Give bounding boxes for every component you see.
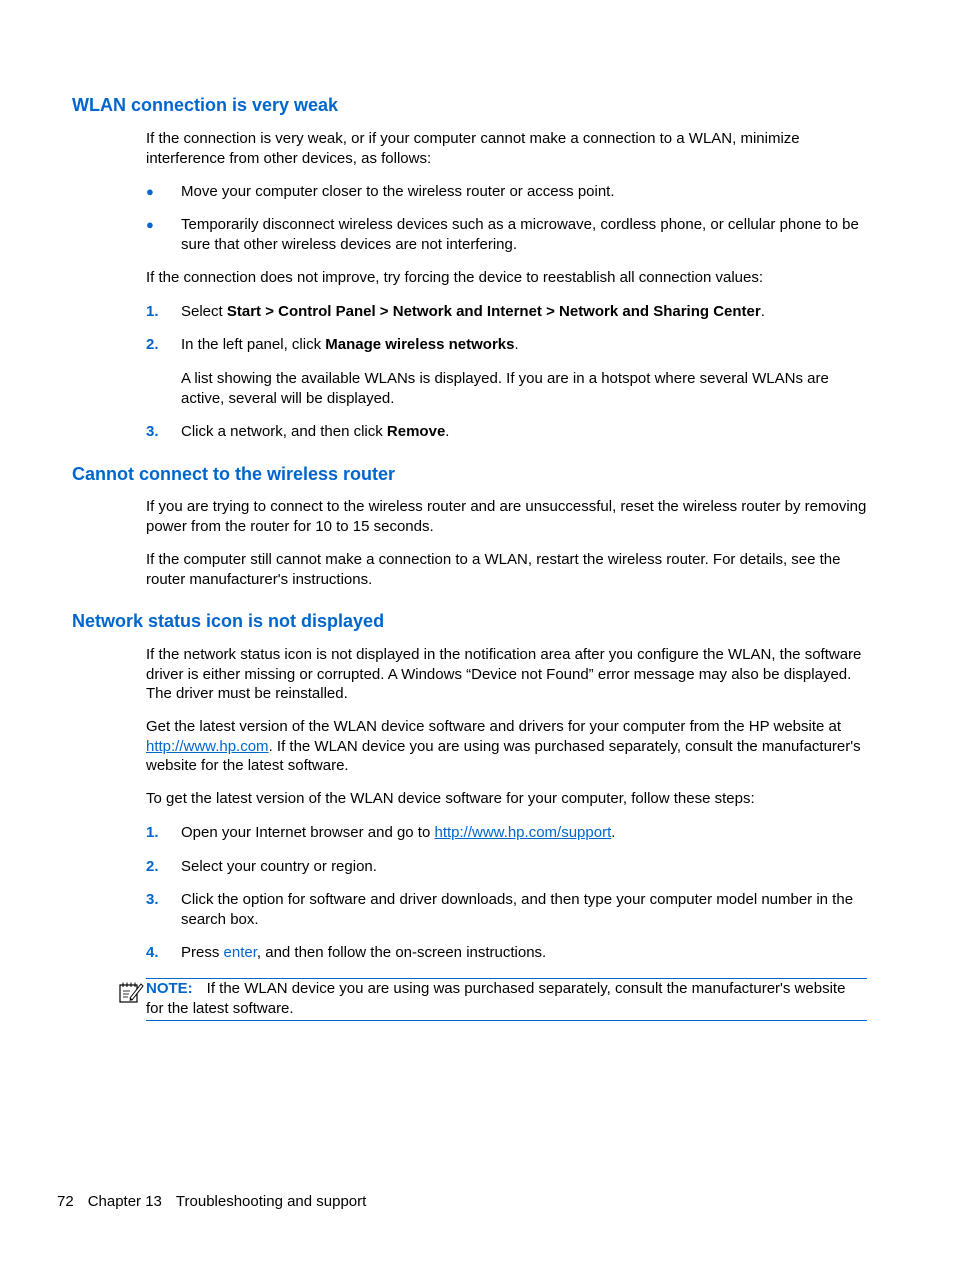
paragraph: If the computer still cannot make a connection to a WLAN, restart the wireless router. For details, see the router manufacturer's instructions. xyxy=(146,551,841,588)
paragraph: To get the latest version of the WLAN device software for your computer, follow these steps: xyxy=(146,790,755,807)
step-text xyxy=(181,422,867,442)
step-number: 3. xyxy=(146,891,159,908)
step-number: 1. xyxy=(146,824,159,841)
step-number: 1. xyxy=(146,303,159,320)
step-number: 4. xyxy=(146,944,159,961)
page-footer xyxy=(57,1192,380,1211)
paragraph-text-pre: Get the latest version of the WLAN device software and drivers for your computer from the HP website at xyxy=(146,718,842,735)
step-text-pre: Select xyxy=(181,303,227,320)
hp-support-link[interactable]: http://www.hp.com/support xyxy=(434,824,612,841)
step-text-bold: Start > Control Panel > Network and Internet > Network and Sharing Center xyxy=(226,303,761,320)
hp-website-link[interactable]: http://www.hp.com xyxy=(146,737,269,755)
step-text-post: . xyxy=(760,303,765,320)
chapter-label: Chapter 13 xyxy=(87,1193,162,1210)
step-text: Select your country or region. xyxy=(181,858,377,875)
note-label: NOTE: xyxy=(146,980,193,997)
paragraph: If the network status icon is not displayed in the notification area after you configure the WLAN, the software driver is either missing or corrupted. A Windows “Device not Found” error message may also be displayed. The driver must be reinstalled. xyxy=(146,646,862,702)
bullet-dot: ● xyxy=(146,217,154,232)
section-heading-network-icon: Network status icon is not displayed xyxy=(72,611,385,631)
section-heading-cannot-connect: Cannot connect to the wireless router xyxy=(72,464,396,484)
step-text xyxy=(181,335,867,355)
step-text-post: . xyxy=(611,824,616,841)
step-number: 2. xyxy=(146,336,159,353)
step-text-post: . xyxy=(514,336,519,353)
bullet-text: Move your computer closer to the wireless router or access point. xyxy=(181,183,615,200)
section-heading-wlan-weak: WLAN connection is very weak xyxy=(72,95,339,115)
step-text xyxy=(181,823,867,843)
enter-key: enter xyxy=(223,944,257,961)
paragraph-text-post: . If the WLAN device you are using was purchased separately, consult the manufacturer's website for the latest software. xyxy=(146,737,861,774)
step-text-bold: Manage wireless networks xyxy=(325,336,515,353)
paragraph: If you are trying to connect to the wireless router and are unsuccessful, reset the wireless router by removing power from the router for 10 to 15 seconds. xyxy=(146,498,867,535)
step-text-pre: Press xyxy=(181,944,224,961)
step-number: 3. xyxy=(146,423,159,440)
paragraph: If the connection does not improve, try forcing the device to reestablish all connection values: xyxy=(146,269,764,286)
page-number: 72 xyxy=(57,1193,74,1210)
bullet-text: Temporarily disconnect wireless devices such as a microwave, cordless phone, or cellular phone to be sure that other wireless devices are not interfering. xyxy=(181,216,859,253)
step-text-pre: Click a network, and then click xyxy=(181,423,387,440)
step-text xyxy=(181,943,867,963)
paragraph: If the connection is very weak, or if your computer cannot make a connection to a WLAN, minimize interference from other devices, as follows: xyxy=(146,130,800,167)
note-box xyxy=(146,978,867,1021)
chapter-title: Troubleshooting and support xyxy=(175,1193,367,1210)
step-detail-text: A list showing the available WLANs is displayed. If you are in a hotspot where several WLANs are active, several will be displayed. xyxy=(181,370,829,407)
paragraph xyxy=(146,717,868,776)
note-pad-icon xyxy=(118,980,144,1004)
step-text-post: , and then follow the on-screen instructions. xyxy=(256,944,547,961)
step-text xyxy=(181,302,867,322)
step-text-pre: In the left panel, click xyxy=(181,336,326,353)
step-text-bold: Remove xyxy=(386,423,446,440)
step-text-pre: Open your Internet browser and go to xyxy=(181,824,435,841)
step-text-post: . xyxy=(445,423,450,440)
step-text: Click the option for software and driver downloads, and then type your computer model number in the search box. xyxy=(181,891,854,928)
step-number: 2. xyxy=(146,858,159,875)
note-text: If the WLAN device you are using was purchased separately, consult the manufacturer's website for the latest software. xyxy=(146,980,846,1017)
bullet-dot: ● xyxy=(146,184,154,199)
